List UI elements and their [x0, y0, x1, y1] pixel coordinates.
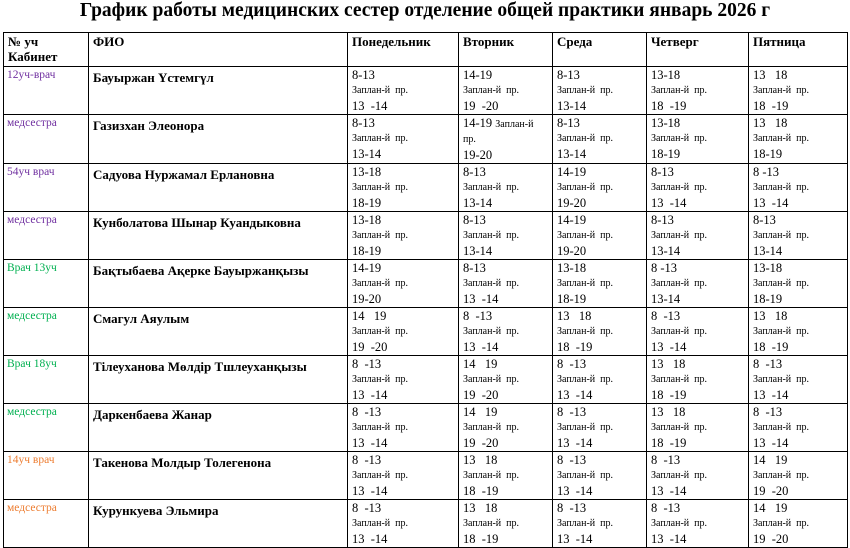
header-tuesday: Вторник [459, 33, 553, 67]
break-hours: 18 -19 [463, 484, 499, 498]
header-monday: Понедельник [348, 33, 459, 67]
break-hours: 18-19 [753, 292, 783, 306]
planned-reception-label: Заплан-й пр. [463, 470, 519, 481]
planned-reception-label: Заплан-й пр. [463, 374, 519, 385]
planned-reception-label: Заплан-й пр. [651, 278, 707, 289]
shift-cell-friday [749, 452, 848, 500]
shift-hours: 13-18 [651, 116, 681, 130]
shift-hours: 13 18 [651, 405, 686, 419]
shift-cell-friday [749, 115, 848, 164]
shift-cell-thursday [647, 452, 749, 500]
shift-cell-wednesday [553, 164, 647, 212]
fio-cell: Кунболатова Шынар Куандыковна [89, 212, 348, 260]
shift-cell-thursday [647, 67, 749, 115]
planned-reception-label: Заплан-й пр. [557, 518, 613, 529]
shift-cell-friday [749, 212, 848, 260]
table-row [4, 115, 848, 164]
cabinet-cell: Врач 18уч [4, 356, 89, 404]
planned-reception-label: Заплан-й пр. [463, 422, 519, 433]
table-row [4, 308, 848, 356]
break-hours: 13 -14 [352, 436, 388, 450]
shift-cell-tuesday [459, 356, 553, 404]
shift-cell-friday [749, 356, 848, 404]
break-hours: 18-19 [352, 244, 382, 258]
planned-reception-label: Заплан-й пр. [753, 182, 809, 193]
break-hours: 13 -14 [651, 484, 687, 498]
shift-cell-friday [749, 67, 848, 115]
planned-reception-label: Заплан-й пр. [651, 182, 707, 193]
table-row [4, 212, 848, 260]
shift-hours: 14 19 [463, 405, 498, 419]
break-hours: 13 -14 [557, 436, 593, 450]
shift-cell-wednesday [553, 500, 647, 548]
shift-cell-wednesday [553, 308, 647, 356]
shift-hours: 14 19 [753, 501, 788, 515]
planned-reception-label: Заплан-й пр. [651, 470, 707, 481]
planned-reception-label: Заплан-й пр. [651, 133, 707, 144]
shift-cell-tuesday [459, 260, 553, 308]
break-hours: 13 -14 [651, 532, 687, 546]
break-hours: 13-14 [651, 244, 681, 258]
break-hours: 19-20 [352, 292, 382, 306]
break-hours: 19 -20 [463, 388, 499, 402]
cabinet-cell: медсестра [4, 404, 89, 452]
shift-hours: 8-13 [463, 261, 486, 275]
fio-cell: Бақтыбаева Ақерке Бауыржанқызы [89, 260, 348, 308]
shift-cell-friday [749, 404, 848, 452]
shift-hours: 8 -13 [352, 357, 382, 371]
shift-cell-wednesday [553, 404, 647, 452]
planned-reception-label: Заплан-й [495, 119, 534, 130]
fio-cell: Бауыржан Үстемгүл [89, 67, 348, 115]
break-hours: 13 -14 [463, 292, 499, 306]
shift-cell-monday [348, 212, 459, 260]
planned-reception-label: Заплан-й пр. [352, 326, 408, 337]
header-friday: Пятница [749, 33, 848, 67]
break-hours: 13 -14 [753, 388, 789, 402]
planned-reception-label: Заплан-й пр. [352, 85, 408, 96]
planned-reception-label: Заплан-й пр. [651, 85, 707, 96]
break-hours: 19-20 [557, 244, 587, 258]
shift-cell-tuesday [459, 212, 553, 260]
planned-reception-label: Заплан-й пр. [463, 85, 519, 96]
shift-hours: 14-19 [557, 213, 587, 227]
shift-hours: 8 -13 [753, 357, 783, 371]
break-hours: 13 -14 [352, 532, 388, 546]
planned-reception-label: Заплан-й пр. [557, 133, 613, 144]
shift-hours: 14-19 [557, 165, 587, 179]
shift-cell-tuesday [459, 404, 553, 452]
table-row [4, 67, 848, 115]
shift-cell-monday [348, 115, 459, 164]
planned-reception-label: Заплан-й пр. [651, 422, 707, 433]
shift-cell-tuesday [459, 67, 553, 115]
shift-hours: 13-18 [651, 68, 681, 82]
cabinet-cell: 14уч врач [4, 452, 89, 500]
break-hours: 13 -14 [753, 196, 789, 210]
shift-hours: 8 -13 [753, 165, 780, 179]
planned-reception-label: Заплан-й пр. [557, 230, 613, 241]
break-hours: 13 -14 [352, 388, 388, 402]
planned-reception-label: Заплан-й пр. [463, 230, 519, 241]
break-hours: 19 -20 [753, 484, 789, 498]
break-hours: 13-14 [651, 292, 681, 306]
break-hours: 18-19 [352, 196, 382, 210]
shift-cell-friday [749, 500, 848, 548]
shift-cell-monday [348, 500, 459, 548]
planned-reception-label: Заплан-й пр. [352, 518, 408, 529]
break-hours: 13-14 [463, 196, 493, 210]
shift-cell-thursday [647, 308, 749, 356]
shift-cell-thursday [647, 404, 749, 452]
cabinet-cell: медсестра [4, 500, 89, 548]
table-row [4, 356, 848, 404]
break-hours: 19-20 [557, 196, 587, 210]
shift-cell-tuesday [459, 500, 553, 548]
shift-hours: 8 -13 [557, 357, 587, 371]
shift-hours: 13-18 [352, 213, 382, 227]
shift-hours: 13 18 [463, 453, 498, 467]
planned-reception-label: Заплан-й пр. [463, 278, 519, 289]
shift-hours: 8 -13 [651, 261, 678, 275]
shift-hours: 14-19 [352, 261, 382, 275]
shift-hours: 8 -13 [651, 309, 681, 323]
shift-cell-monday [348, 356, 459, 404]
planned-reception-label: Заплан-й пр. [557, 470, 613, 481]
shift-hours: 14 19 [352, 309, 387, 323]
planned-reception-label: Заплан-й пр. [352, 278, 408, 289]
planned-reception-label: Заплан-й пр. [753, 230, 809, 241]
shift-cell-wednesday [553, 67, 647, 115]
planned-reception-label: Заплан-й пр. [753, 422, 809, 433]
shift-hours: 13 18 [463, 501, 498, 515]
table-row [4, 404, 848, 452]
shift-hours: 8-13 [463, 165, 486, 179]
planned-reception-label: Заплан-й пр. [557, 182, 613, 193]
break-hours: 18 -19 [753, 99, 789, 113]
planned-reception-label: Заплан-й пр. [651, 518, 707, 529]
fio-cell: Садуова Нуржамал Ерлановна [89, 164, 348, 212]
shift-hours: 14 19 [463, 357, 498, 371]
shift-cell-thursday [647, 212, 749, 260]
cabinet-cell: 54уч врач [4, 164, 89, 212]
break-hours: 19 -20 [352, 340, 388, 354]
shift-cell-tuesday [459, 164, 553, 212]
break-hours: 19 -20 [463, 99, 499, 113]
break-hours: 13 -14 [463, 340, 499, 354]
break-hours: 13 -14 [557, 532, 593, 546]
planned-reception-label: Заплан-й пр. [753, 133, 809, 144]
planned-reception-label: Заплан-й пр. [557, 374, 613, 385]
shift-hours: 8 -13 [352, 405, 382, 419]
planned-reception-label: Заплан-й пр. [651, 374, 707, 385]
table-row [4, 164, 848, 212]
shift-hours: 8 -13 [463, 309, 493, 323]
break-hours: 13-14 [557, 99, 587, 113]
shift-hours: 8 -13 [651, 501, 681, 515]
break-hours: 18 -19 [651, 436, 687, 450]
shift-hours: 8 -13 [352, 501, 382, 515]
shift-cell-thursday [647, 260, 749, 308]
shift-cell-thursday [647, 164, 749, 212]
shift-hours: 14-19 [463, 68, 493, 82]
break-hours: 13-14 [352, 147, 382, 161]
fio-cell: Курункуева Эльмира [89, 500, 348, 548]
shift-hours: 8 -13 [557, 501, 587, 515]
break-hours: 18 -19 [557, 340, 593, 354]
shift-cell-wednesday [553, 115, 647, 164]
shift-cell-thursday [647, 356, 749, 404]
planned-reception-label: Заплан-й пр. [753, 470, 809, 481]
header-wednesday: Среда [553, 33, 647, 67]
planned-reception-label: Заплан-й пр. [352, 470, 408, 481]
shift-cell-tuesday [459, 308, 553, 356]
shift-cell-monday [348, 404, 459, 452]
break-hours: 13 -14 [651, 340, 687, 354]
shift-cell-wednesday [553, 356, 647, 404]
planned-reception-label: Заплан-й пр. [753, 326, 809, 337]
fio-cell: Тілеуханова Мөлдір Тшлеуханқызы [89, 356, 348, 404]
shift-hours: 13-18 [753, 261, 783, 275]
shift-cell-wednesday [553, 212, 647, 260]
break-hours: 18-19 [557, 292, 587, 306]
cabinet-cell: медсестра [4, 308, 89, 356]
planned-reception-label: Заплан-й пр. [352, 422, 408, 433]
shift-cell-wednesday [553, 260, 647, 308]
page-title: График работы медицинских сестер отделение общей практики январь 2026 г [79, 0, 771, 21]
shift-hours: 8-13 [557, 116, 580, 130]
cabinet-cell: медсестра [4, 115, 89, 164]
break-hours: 19 -20 [753, 532, 789, 546]
shift-hours: 8-13 [753, 213, 776, 227]
table-row [4, 260, 848, 308]
planned-reception-label: Заплан-й пр. [557, 326, 613, 337]
cabinet-cell: Врач 13уч [4, 260, 89, 308]
break-hours: 19-20 [463, 148, 493, 162]
shift-hours: 8 -13 [651, 453, 681, 467]
schedule-table [3, 32, 848, 548]
planned-reception-label: Заплан-й пр. [753, 85, 809, 96]
shift-hours: 14-19 [463, 116, 493, 130]
break-hours: 13 -14 [352, 99, 388, 113]
break-hours: 18-19 [753, 147, 783, 161]
header-cabinet: № уч Кабинет [4, 33, 89, 67]
header-row [4, 33, 848, 67]
planned-reception-label: Заплан-й пр. [557, 278, 613, 289]
break-hours: 13 -14 [753, 436, 789, 450]
break-hours: 18 -19 [651, 99, 687, 113]
shift-hours: 13-18 [557, 261, 587, 275]
shift-cell-tuesday [459, 452, 553, 500]
shift-hours: 13 18 [651, 357, 686, 371]
shift-cell-thursday [647, 115, 749, 164]
break-hours: 18 -19 [463, 532, 499, 546]
shift-cell-monday [348, 452, 459, 500]
planned-reception-label: Заплан-й пр. [352, 133, 408, 144]
shift-hours: 8 -13 [753, 405, 783, 419]
fio-cell: Газизхан Элеонора [89, 115, 348, 164]
break-hours: 13 -14 [557, 484, 593, 498]
break-hours: 18 -19 [753, 340, 789, 354]
shift-cell-friday [749, 308, 848, 356]
shift-hours: 8-13 [557, 68, 580, 82]
shift-hours: 8-13 [463, 213, 486, 227]
planned-reception-label: Заплан-й пр. [753, 518, 809, 529]
planned-reception-label: пр. [463, 134, 476, 145]
planned-reception-label: Заплан-й пр. [557, 422, 613, 433]
break-hours: 18 -19 [651, 388, 687, 402]
break-hours: 13-14 [753, 244, 783, 258]
shift-cell-monday [348, 260, 459, 308]
shift-hours: 13 18 [753, 116, 788, 130]
shift-hours: 8-13 [352, 116, 375, 130]
fio-cell: Даркенбаева Жанар [89, 404, 348, 452]
cabinet-cell: 12уч-врач [4, 67, 89, 115]
shift-hours: 8-13 [352, 68, 375, 82]
shift-cell-thursday [647, 500, 749, 548]
table-row [4, 500, 848, 548]
break-hours: 18-19 [651, 147, 681, 161]
table-row [4, 452, 848, 500]
break-hours: 13 -14 [352, 484, 388, 498]
shift-hours: 8 -13 [557, 453, 587, 467]
shift-hours: 13 18 [753, 68, 788, 82]
shift-cell-wednesday [553, 452, 647, 500]
shift-hours: 8-13 [651, 165, 674, 179]
planned-reception-label: Заплан-й пр. [352, 230, 408, 241]
shift-cell-monday [348, 308, 459, 356]
shift-hours: 8 -13 [352, 453, 382, 467]
planned-reception-label: Заплан-й пр. [651, 230, 707, 241]
planned-reception-label: Заплан-й пр. [651, 326, 707, 337]
break-hours: 13-14 [463, 244, 493, 258]
planned-reception-label: Заплан-й пр. [463, 182, 519, 193]
shift-hours: 13 18 [557, 309, 592, 323]
header-fio: ФИО [89, 33, 348, 67]
planned-reception-label: Заплан-й пр. [463, 518, 519, 529]
planned-reception-label: Заплан-й пр. [352, 182, 408, 193]
fio-cell: Такенова Молдыр Толегенона [89, 452, 348, 500]
planned-reception-label: Заплан-й пр. [352, 374, 408, 385]
break-hours: 13 -14 [557, 388, 593, 402]
planned-reception-label: Заплан-й пр. [753, 374, 809, 385]
shift-hours: 13-18 [352, 165, 382, 179]
break-hours: 13-14 [557, 147, 587, 161]
shift-cell-monday [348, 164, 459, 212]
shift-cell-friday [749, 260, 848, 308]
planned-reception-label: Заплан-й пр. [753, 278, 809, 289]
header-thursday: Четверг [647, 33, 749, 67]
break-hours: 13 -14 [651, 196, 687, 210]
shift-hours: 13 18 [753, 309, 788, 323]
fio-cell: Смагул Аяулым [89, 308, 348, 356]
cabinet-cell: медсестра [4, 212, 89, 260]
shift-hours: 14 19 [753, 453, 788, 467]
shift-cell-monday [348, 67, 459, 115]
shift-hours: 8 -13 [557, 405, 587, 419]
shift-cell-friday [749, 164, 848, 212]
planned-reception-label: Заплан-й пр. [557, 85, 613, 96]
shift-hours: 8-13 [651, 213, 674, 227]
break-hours: 19 -20 [463, 436, 499, 450]
planned-reception-label: Заплан-й пр. [463, 326, 519, 337]
shift-cell-tuesday [459, 115, 553, 164]
